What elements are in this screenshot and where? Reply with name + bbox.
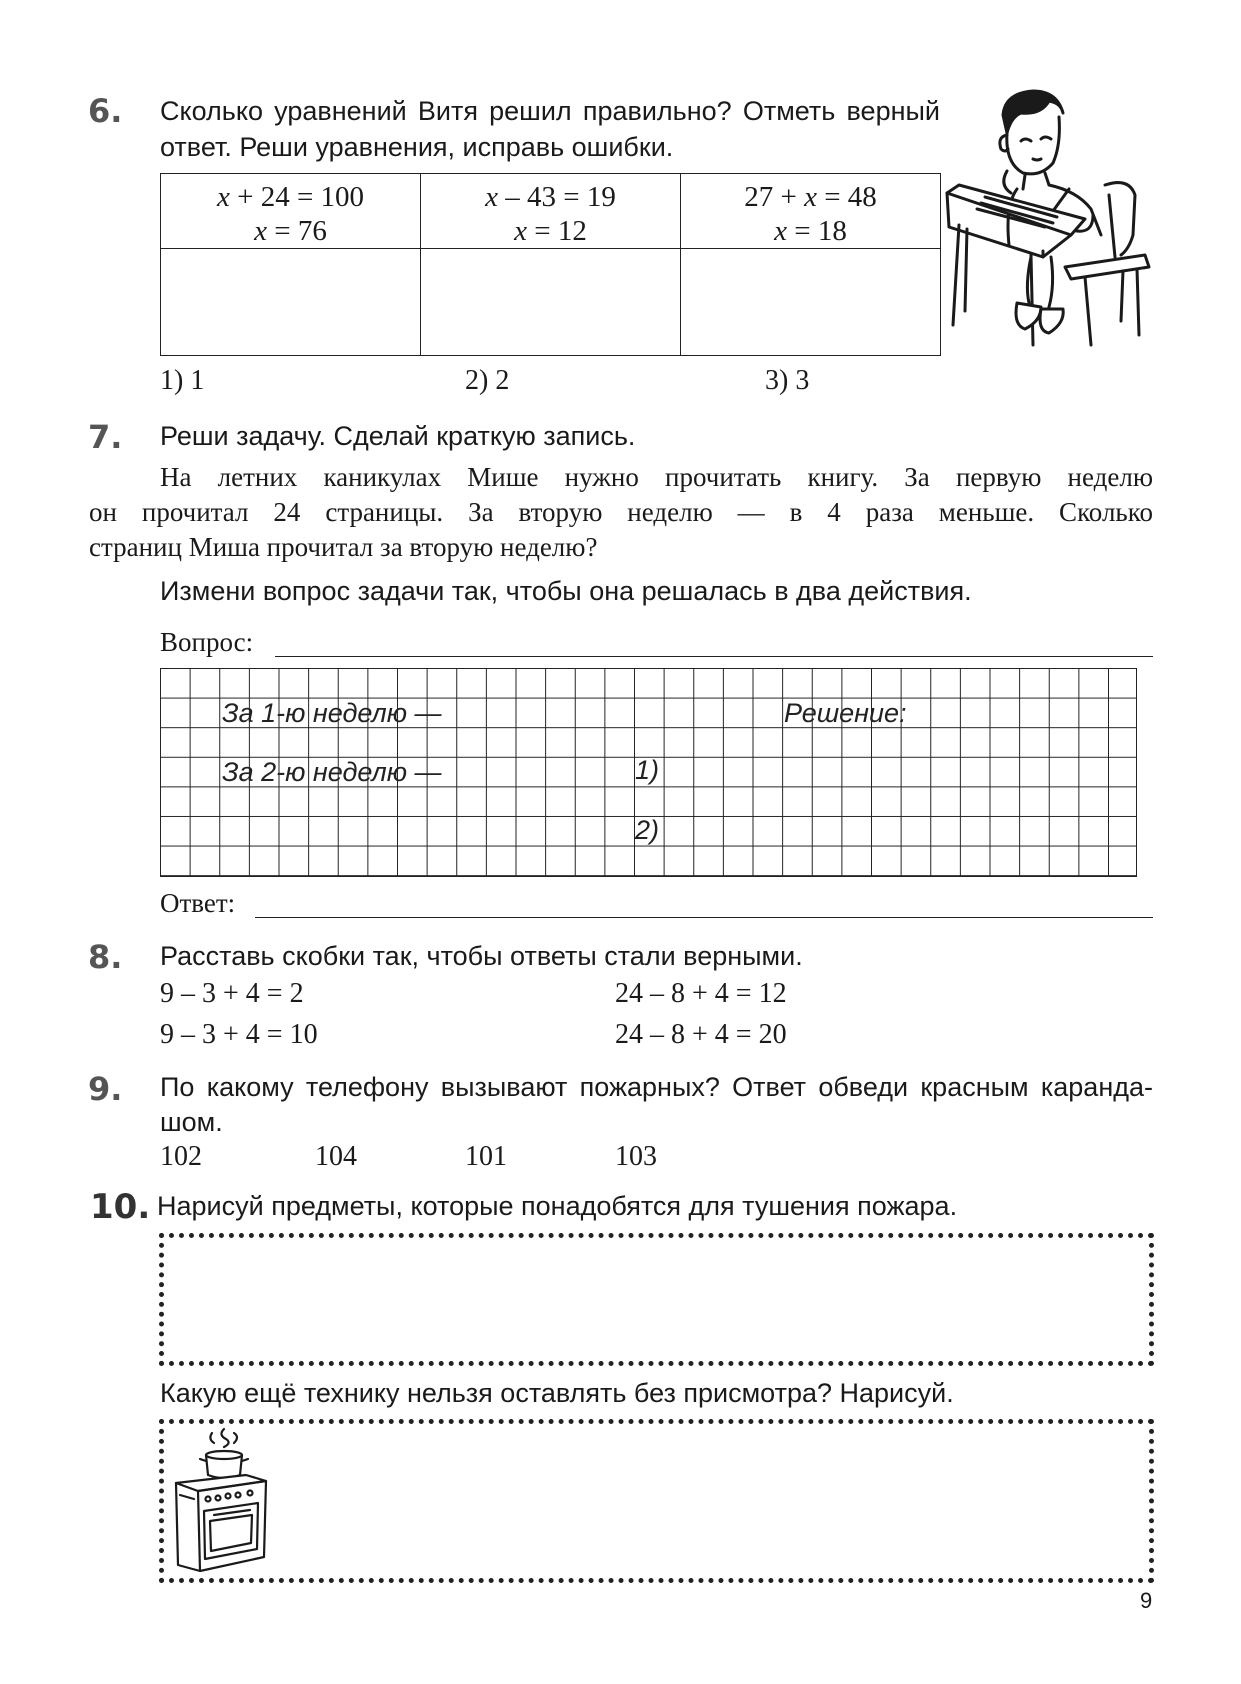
step1-label: 1)	[635, 755, 660, 785]
task9-text-line1: По какому телефону вызывают пожарных? Ответ обведи красным каранда-	[160, 1072, 1153, 1102]
question-label: Вопрос:	[160, 627, 254, 657]
question-answer-line[interactable]	[275, 656, 1153, 657]
solution-cell[interactable]	[161, 249, 421, 356]
answer-option-3[interactable]: 3) 3	[765, 365, 810, 396]
task6-text-line1: Сколько уравнений Витя решил правильно? Отметь верный	[160, 96, 940, 126]
phone-option[interactable]: 104	[315, 1141, 357, 1172]
expression[interactable]: 24 – 8 + 4 = 20	[615, 1019, 787, 1050]
solution-label: Решение:	[784, 698, 907, 728]
task10-question2: Какую ещё технику нельзя оставлять без присмотра? Нарисуй.	[160, 1378, 954, 1408]
stove-with-pot-icon	[170, 1425, 275, 1575]
problem-text: На летних каникулах Мише нужно прочитать книгу. За первую неделю	[160, 462, 1153, 492]
problem-text: страниц Миша прочитал за вторую неделю?	[89, 532, 598, 562]
expression[interactable]: 9 – 3 + 4 = 2	[160, 978, 304, 1009]
phone-option[interactable]: 103	[615, 1141, 657, 1172]
task10-instruction: Нарисуй предметы, которые понадобятся для тушения пожара.	[157, 1191, 958, 1221]
task7-instruction: Реши задачу. Сделай краткую запись.	[160, 421, 636, 451]
equation: 27 + x = 48	[744, 181, 877, 213]
answer-option-1[interactable]: 1) 1	[160, 365, 205, 396]
equation-answer: x = 18	[774, 215, 847, 247]
week2-label: За 2-ю неделю —	[222, 757, 442, 787]
task9-text-line2: шом.	[160, 1107, 223, 1137]
week1-label: За 1-ю неделю —	[222, 698, 442, 728]
boy-at-desk-icon	[945, 85, 1160, 375]
answer-line[interactable]	[255, 917, 1153, 918]
equation-answer: x = 76	[254, 215, 327, 247]
equation-answer: x = 12	[514, 215, 587, 247]
equation-cell	[681, 174, 941, 249]
solution-cell[interactable]	[421, 249, 681, 356]
problem-text: он прочитал 24 страницы. За вторую неделю — в 4 раза меньше. Сколько	[89, 497, 1153, 527]
drawing-area-appliances[interactable]	[159, 1419, 1154, 1583]
equation-cell	[421, 174, 681, 249]
equation: x – 43 = 19	[485, 181, 616, 213]
solution-cell[interactable]	[681, 249, 941, 356]
equations-table	[160, 173, 941, 356]
task-number: 7.	[88, 418, 123, 456]
task-number: 10.	[90, 1187, 151, 1227]
expression[interactable]: 24 – 8 + 4 = 12	[615, 978, 787, 1009]
answer-label: Ответ:	[160, 888, 236, 918]
change-question-instruction: Измени вопрос задачи так, чтобы она решалась в два действия.	[160, 576, 972, 606]
page-number: 9	[1140, 1588, 1153, 1613]
task6-text-line2: ответ. Реши уравнения, исправь ошибки.	[160, 132, 674, 162]
task-number: 8.	[88, 938, 123, 976]
drawing-area-fire-tools[interactable]	[159, 1233, 1154, 1366]
expression[interactable]: 9 – 3 + 4 = 10	[160, 1019, 318, 1050]
phone-option[interactable]: 101	[465, 1141, 507, 1172]
equation: x + 24 = 100	[216, 181, 365, 213]
phone-option[interactable]: 102	[160, 1141, 202, 1172]
equation-cell	[161, 174, 421, 249]
task-number: 6.	[88, 92, 123, 130]
answer-option-2[interactable]: 2) 2	[465, 365, 510, 396]
task-number: 9.	[88, 1070, 123, 1108]
task8-instruction: Расставь скобки так, чтобы ответы стали верными.	[160, 941, 803, 971]
step2-label: 2)	[635, 815, 660, 845]
